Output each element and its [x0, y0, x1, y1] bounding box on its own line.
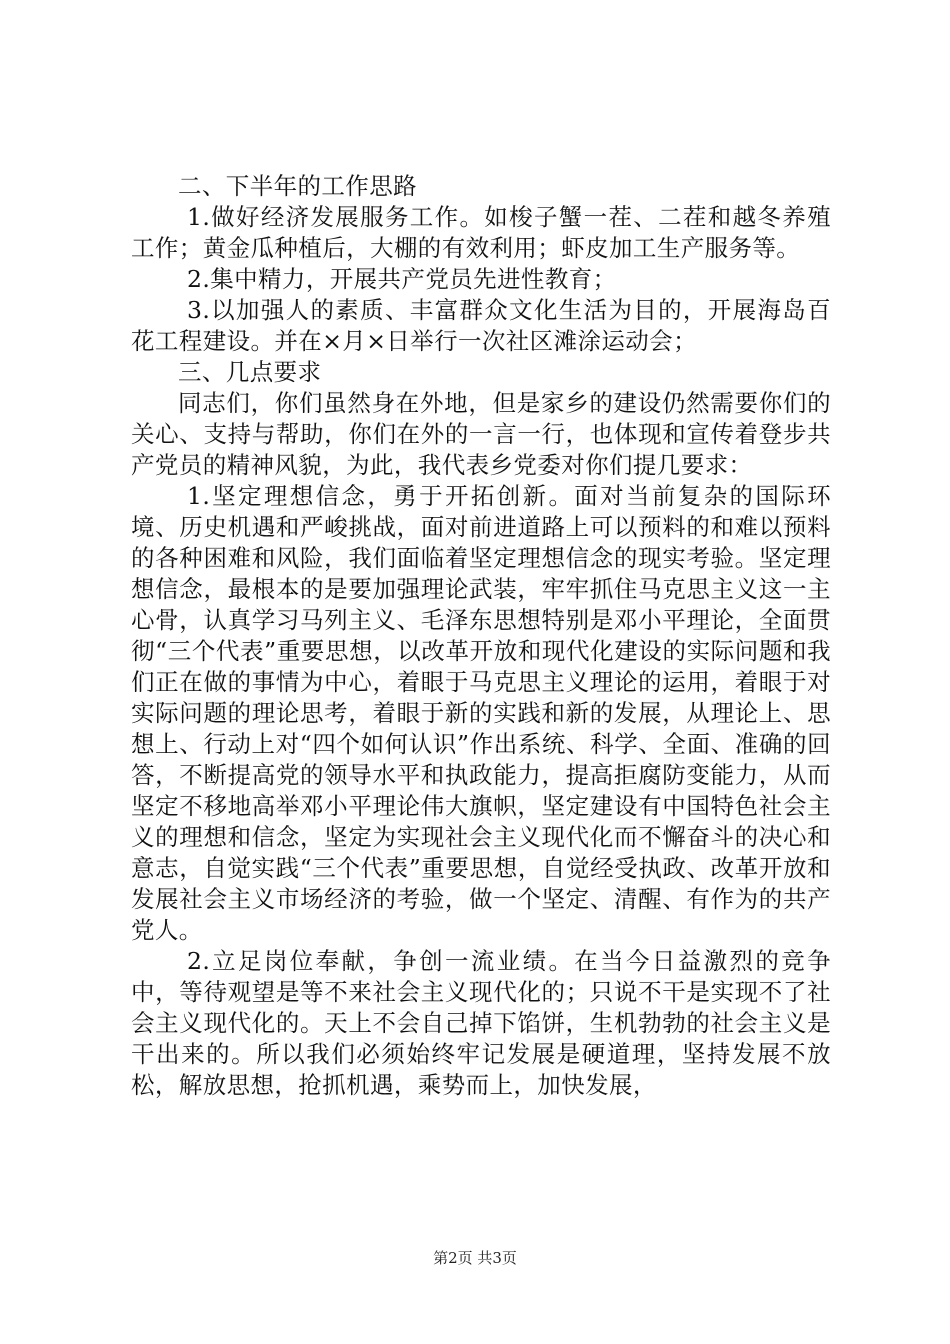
document-body: [131, 171, 831, 1101]
section-heading-requirements: 三、几点要求: [178, 358, 322, 386]
section-heading-work-plan: 二、下半年的工作思路: [178, 172, 417, 200]
paragraph-item-3: 3.以加强人的素质、丰富群众文化生活为目的，开展海岛百花工程建设。并在×月×日举行一次社区滩涂运动会；: [131, 296, 831, 355]
paragraph-item-1: 1.做好经济发展服务工作。如梭子蟹一茬、二茬和越冬养殖工作；黄金瓜种植后，大棚的有效利用；虾皮加工生产服务等。: [131, 203, 831, 262]
paragraph-address: 同志们，你们虽然身在外地，但是家乡的建设仍然需要你们的关心、支持与帮助，你们在外的一言一行，也体现和宣传着登步共产党员的精神风貌，为此，我代表乡党委对你们提几要求：: [131, 389, 831, 479]
page-footer: 第2页 共3页: [433, 1249, 517, 1267]
paragraph-item-2: 2.集中精力，开展共产党员先进性教育；: [187, 265, 617, 293]
paragraph-requirement-1: 1.坚定理想信念，勇于开拓创新。面对当前复杂的国际环境、历史机遇和严峻挑战，面对前进道路上可以预料的和难以预料的各种困难和风险，我们面临着坚定理想信念的现实考验。坚定理想信念，最根本的是要加强理论武装，牢牢抓住马克思主义这一主心骨，认真学习马列主义、毛泽东思想特别是邓小平理论，全面贯彻“三个代表”重要思想，以改革开放和现代化建设的实际问题和我们正在做的事情为中心，着眼于马克思主义理论的运用，着眼于对实际问题的理论思考，着眼于新的实践和新的发展，从理论上、思想上、行动上对“四个如何认识”作出系统、科学、全面、准确的回答，不断提高党的领导水平和执政能力，提高拒腐防变能力，从而坚定不移地高举邓小平理论伟大旗帜，坚定建设有中国特色社会主义的理想和信念，坚定为实现社会主义现代化而不懈奋斗的决心和意志，自觉实践“三个代表”重要思想，自觉经受执政、改革开放和发展社会主义市场经济的考验，做一个坚定、清醒、有作为的共产党人。: [131, 482, 831, 944]
paragraph-requirement-2: 2.立足岗位奉献，争创一流业绩。在当今日益激烈的竞争中，等待观望是等不来社会主义现代化的；只说不干是实现不了社会主义现代化的。天上不会自己掉下馅饼，生机勃勃的社会主义是干出来的。所以我们必须始终牢记发展是硬道理，坚持发展不放松，解放思想，抢抓机遇，乘势而上，加快发展，: [131, 947, 831, 1099]
